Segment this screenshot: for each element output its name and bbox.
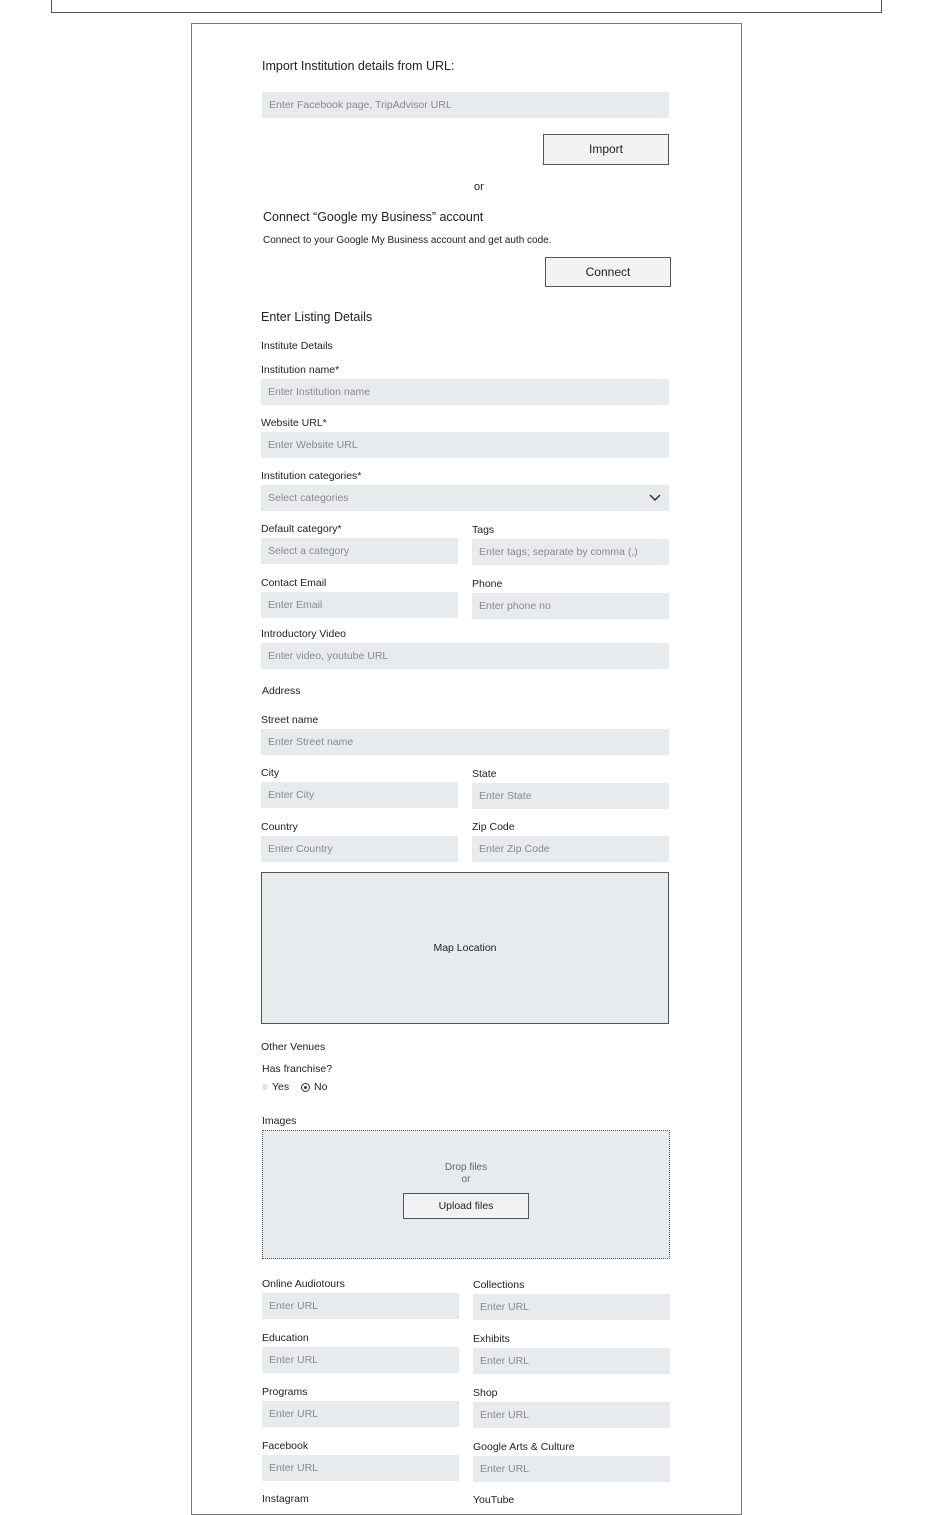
- import-title: Import Institution details from URL:: [262, 59, 455, 73]
- google-connect-title: Connect “Google my Business” account: [263, 210, 484, 224]
- street-name-input[interactable]: Enter Street name: [261, 729, 669, 755]
- facebook-label: Facebook: [262, 1440, 309, 1452]
- shop-input[interactable]: Enter URL: [473, 1402, 670, 1428]
- institution-name-label: Institution name*: [261, 364, 340, 376]
- exhibits-label: Exhibits: [473, 1333, 510, 1345]
- intro-video-input[interactable]: Enter video, youtube URL: [261, 643, 669, 669]
- other-venues-heading: Other Venues: [261, 1041, 326, 1053]
- tags-input[interactable]: Enter tags; separate by comma (,): [472, 539, 669, 565]
- website-url-input[interactable]: Enter Website URL: [261, 432, 669, 458]
- contact-email-label: Contact Email: [261, 577, 327, 589]
- franchise-yes-radio[interactable]: [262, 1081, 289, 1093]
- import-url-input[interactable]: Enter Facebook page, TripAdvisor URL: [262, 92, 669, 118]
- youtube-label: YouTube: [473, 1494, 515, 1506]
- categories-label: Institution categories*: [261, 470, 362, 482]
- drop-files-text: Drop files: [444, 1162, 488, 1173]
- import-button[interactable]: Import: [543, 134, 669, 165]
- contact-email-input[interactable]: Enter Email: [261, 592, 458, 618]
- images-heading: Images: [262, 1115, 297, 1127]
- default-category-select[interactable]: Select a category: [261, 538, 458, 564]
- programs-input[interactable]: Enter URL: [262, 1401, 459, 1427]
- file-drop-zone[interactable]: [262, 1130, 670, 1259]
- zip-code-input[interactable]: Enter Zip Code: [472, 836, 669, 862]
- country-label: Country: [261, 821, 298, 833]
- instagram-label: Instagram: [262, 1493, 309, 1505]
- phone-input[interactable]: Enter phone no: [472, 593, 669, 619]
- google-connect-description: Connect to your Google My Business account and get auth code.: [263, 235, 552, 246]
- has-franchise-label: Has franchise?: [262, 1063, 333, 1075]
- country-input[interactable]: Enter Country: [261, 836, 458, 862]
- zip-code-label: Zip Code: [472, 821, 515, 833]
- upload-files-button[interactable]: Upload files: [403, 1193, 529, 1219]
- franchise-no-radio[interactable]: [301, 1081, 327, 1093]
- categories-select[interactable]: [261, 485, 669, 511]
- google-arts-input[interactable]: Enter URL: [473, 1456, 670, 1482]
- facebook-input[interactable]: Enter URL: [262, 1455, 459, 1481]
- state-label: State: [472, 768, 497, 780]
- collections-label: Collections: [473, 1279, 525, 1291]
- city-input[interactable]: Enter City: [261, 782, 458, 808]
- institution-name-input[interactable]: Enter Institution name: [261, 379, 669, 405]
- map-location-label: Map Location: [433, 942, 497, 954]
- drop-or-text: or: [461, 1174, 471, 1185]
- state-input[interactable]: Enter State: [472, 783, 669, 809]
- city-label: City: [261, 767, 280, 779]
- listing-details-title: Enter Listing Details: [261, 310, 373, 324]
- exhibits-input[interactable]: Enter URL: [473, 1348, 670, 1374]
- default-category-label: Default category*: [261, 523, 342, 535]
- shop-label: Shop: [473, 1387, 498, 1399]
- audiotours-label: Online Audiotours: [262, 1278, 345, 1290]
- education-input[interactable]: Enter URL: [262, 1347, 459, 1373]
- categories-select-value: Select categories: [268, 492, 349, 504]
- programs-label: Programs: [262, 1386, 308, 1398]
- chevron-down-icon: [649, 494, 661, 502]
- education-label: Education: [262, 1332, 309, 1344]
- franchise-yes-label: Yes: [272, 1081, 290, 1093]
- radio-unselected-icon: [262, 1084, 268, 1090]
- audiotours-input[interactable]: Enter URL: [262, 1293, 459, 1319]
- collections-input[interactable]: Enter URL: [473, 1294, 670, 1320]
- top-panel: [51, 0, 882, 13]
- tags-label: Tags: [472, 524, 495, 536]
- connect-button[interactable]: Connect: [545, 257, 671, 287]
- map-location[interactable]: [261, 872, 669, 1024]
- or-divider: or: [474, 181, 484, 193]
- google-arts-label: Google Arts & Culture: [473, 1441, 575, 1453]
- address-heading: Address: [262, 685, 301, 697]
- radio-selected-icon: [301, 1083, 310, 1092]
- phone-label: Phone: [472, 578, 503, 590]
- franchise-no-label: No: [314, 1081, 328, 1093]
- street-name-label: Street name: [261, 714, 319, 726]
- institute-details-heading: Institute Details: [261, 340, 333, 352]
- website-url-label: Website URL*: [261, 417, 327, 429]
- intro-video-label: Introductory Video: [261, 628, 347, 640]
